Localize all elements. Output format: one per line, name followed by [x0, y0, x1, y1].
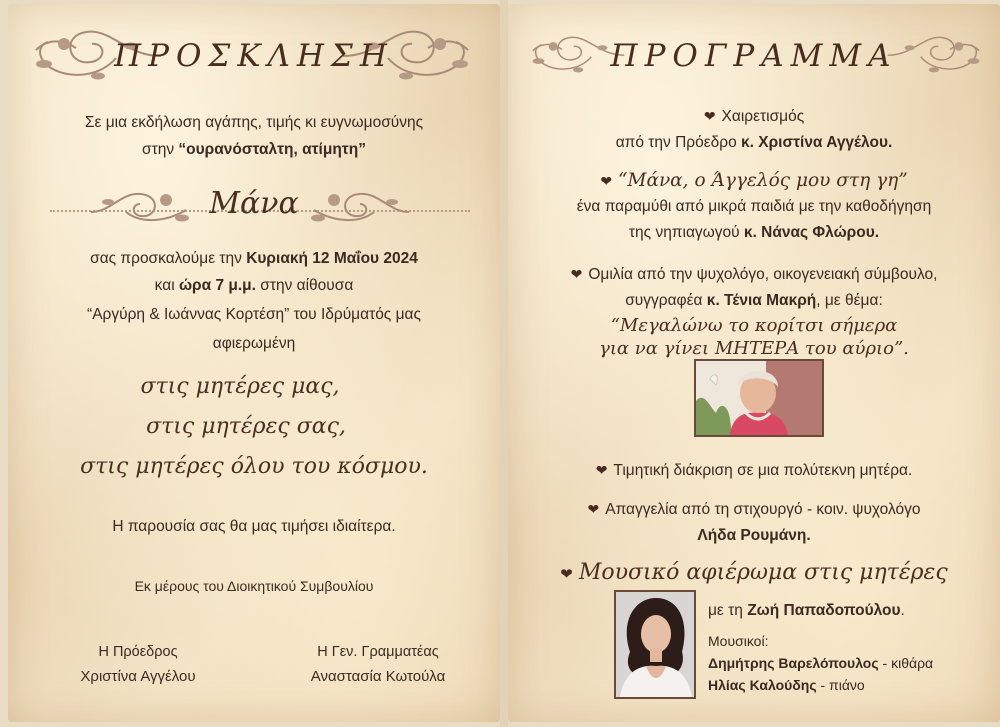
heart-icon: ❤	[570, 266, 583, 282]
fairytale-text: της νηπιαγωγού	[628, 224, 744, 241]
recitation-text: Απαγγελία από τη στιχουργό - κοιν. ψυχολόγο	[605, 501, 921, 518]
intro-text: στην	[142, 141, 179, 158]
program-item-fairytale	[508, 170, 1000, 191]
mothers-line-2: στις μητέρες σας,	[146, 414, 346, 439]
signature-name: Χριστίνα Αγγέλου	[80, 668, 196, 685]
greeting-text: Χαιρετισμός	[721, 108, 805, 125]
onbehalf-line: Εκ μέρους του Διοικητικού Συμβουλίου	[134, 578, 374, 594]
program-title: ΠΡΟΓΡΑΜΜΑ	[610, 38, 898, 74]
talk-theme-line-2: για να γίνει ΜΗΤΕΡΑ του αύριο”.	[599, 338, 909, 359]
recitation-name: Λήδα Ρουμάνη.	[697, 527, 811, 544]
president-name: κ. Χριστίνα Αγγέλου.	[741, 134, 893, 151]
invitation-panel	[8, 4, 500, 722]
music-line-2	[708, 602, 948, 620]
fairytale-line-3	[508, 224, 1000, 242]
musician-row	[708, 677, 948, 693]
greeting-text: από την Πρόεδρο	[615, 134, 741, 151]
intro-line: Σε μια εκδήλωση αγάπης, τιμής κι ευγνωμοσύνης	[84, 114, 424, 131]
time-text-post: στην αίθουσα	[255, 277, 354, 294]
program-item-recitation	[508, 501, 1000, 519]
invitation-title: ΠΡΟΣΚΛΗΣΗ	[114, 38, 394, 74]
mothers-line-1: στις μητέρες μας,	[140, 374, 340, 399]
singer-name: Ζωή Παπαδοπούλου	[747, 602, 901, 619]
program-item-honor	[508, 462, 1000, 480]
mothers-line-3: στις μητέρες όλου του κόσμου.	[80, 454, 428, 479]
intro-line-2	[8, 141, 500, 159]
invite-text: σας προσκαλούμε την	[90, 250, 247, 267]
teacher-name: κ. Νάνας Φλώρου.	[743, 224, 880, 241]
musician-row	[708, 655, 948, 671]
presence-line: Η παρουσία σας θα μας τιμήσει ιδιαίτερα.	[112, 518, 396, 535]
fold-line	[500, 0, 508, 727]
event-date: Κυριακή 12 Μαΐου 2024	[246, 250, 418, 267]
talk-line-2	[508, 292, 1000, 310]
musician-name: Δημήτρης Βαρελόπουλος	[708, 655, 879, 671]
fairytale-line-2: ένα παραμύθι από μικρά παιδιά με την καθοδήγηση	[576, 198, 932, 215]
dedicated-line: αφιερωμένη	[212, 335, 296, 352]
talk-text-post: , με θέμα:	[816, 292, 883, 309]
music-title: Μουσικό αφιέρωμα στις μητέρες	[578, 560, 948, 585]
music-text: με τη	[708, 602, 748, 619]
heart-icon: ❤	[703, 108, 716, 124]
fairytale-title: “Μάνα, ο Άγγελός μου στη γη”	[618, 170, 908, 191]
musician-name: Ηλίας Καλούδης	[708, 677, 817, 693]
mana-heading: Μάνα	[209, 186, 299, 221]
time-line	[8, 277, 500, 295]
signature-role: Η Πρόεδρος	[98, 644, 178, 660]
signature-role: Η Γεν. Γραμματέας	[317, 644, 439, 660]
musician-instrument: - κιθάρα	[878, 655, 934, 671]
music-text-post: .	[900, 602, 905, 619]
talk-text: συγγραφέα	[625, 292, 707, 309]
time-text: και	[154, 277, 179, 294]
heart-icon: ❤	[560, 565, 573, 583]
greeting-line-2	[508, 134, 1000, 152]
speaker-name: κ. Τένια Μακρή	[706, 292, 817, 309]
honor-text: Τιμητική διάκριση σε μια πολύτεκνη μητέρα.	[613, 462, 913, 479]
program-panel	[508, 4, 1000, 722]
program-item-music	[508, 560, 1000, 585]
talk-text: Ομιλία από την ψυχολόγο, οικογενειακή σύμβουλο,	[588, 266, 938, 283]
intro-emphasis: “ουρανόσταλτη, ατίμητη”	[178, 141, 366, 158]
musicians-label: Μουσικοί:	[708, 633, 769, 649]
heart-icon: ❤	[600, 174, 613, 190]
musician-instrument: - πιάνο	[816, 677, 865, 693]
talk-theme-line-1: “Μεγαλώνω το κορίτσι σήμερα	[610, 315, 898, 336]
program-item-talk	[508, 266, 1000, 284]
heart-icon: ❤	[595, 462, 608, 478]
singer-photo	[614, 590, 696, 699]
event-time: ώρα 7 μ.μ.	[178, 277, 256, 294]
speaker-photo	[694, 359, 824, 437]
program-item-greeting	[508, 108, 1000, 126]
hall-line: “Αργύρη & Ιωάννας Κορτέση” του Ιδρύματός μας	[87, 306, 421, 323]
invite-line	[8, 250, 500, 268]
signature-name: Αναστασία Κωτούλα	[310, 668, 446, 685]
heart-icon: ❤	[587, 501, 600, 517]
